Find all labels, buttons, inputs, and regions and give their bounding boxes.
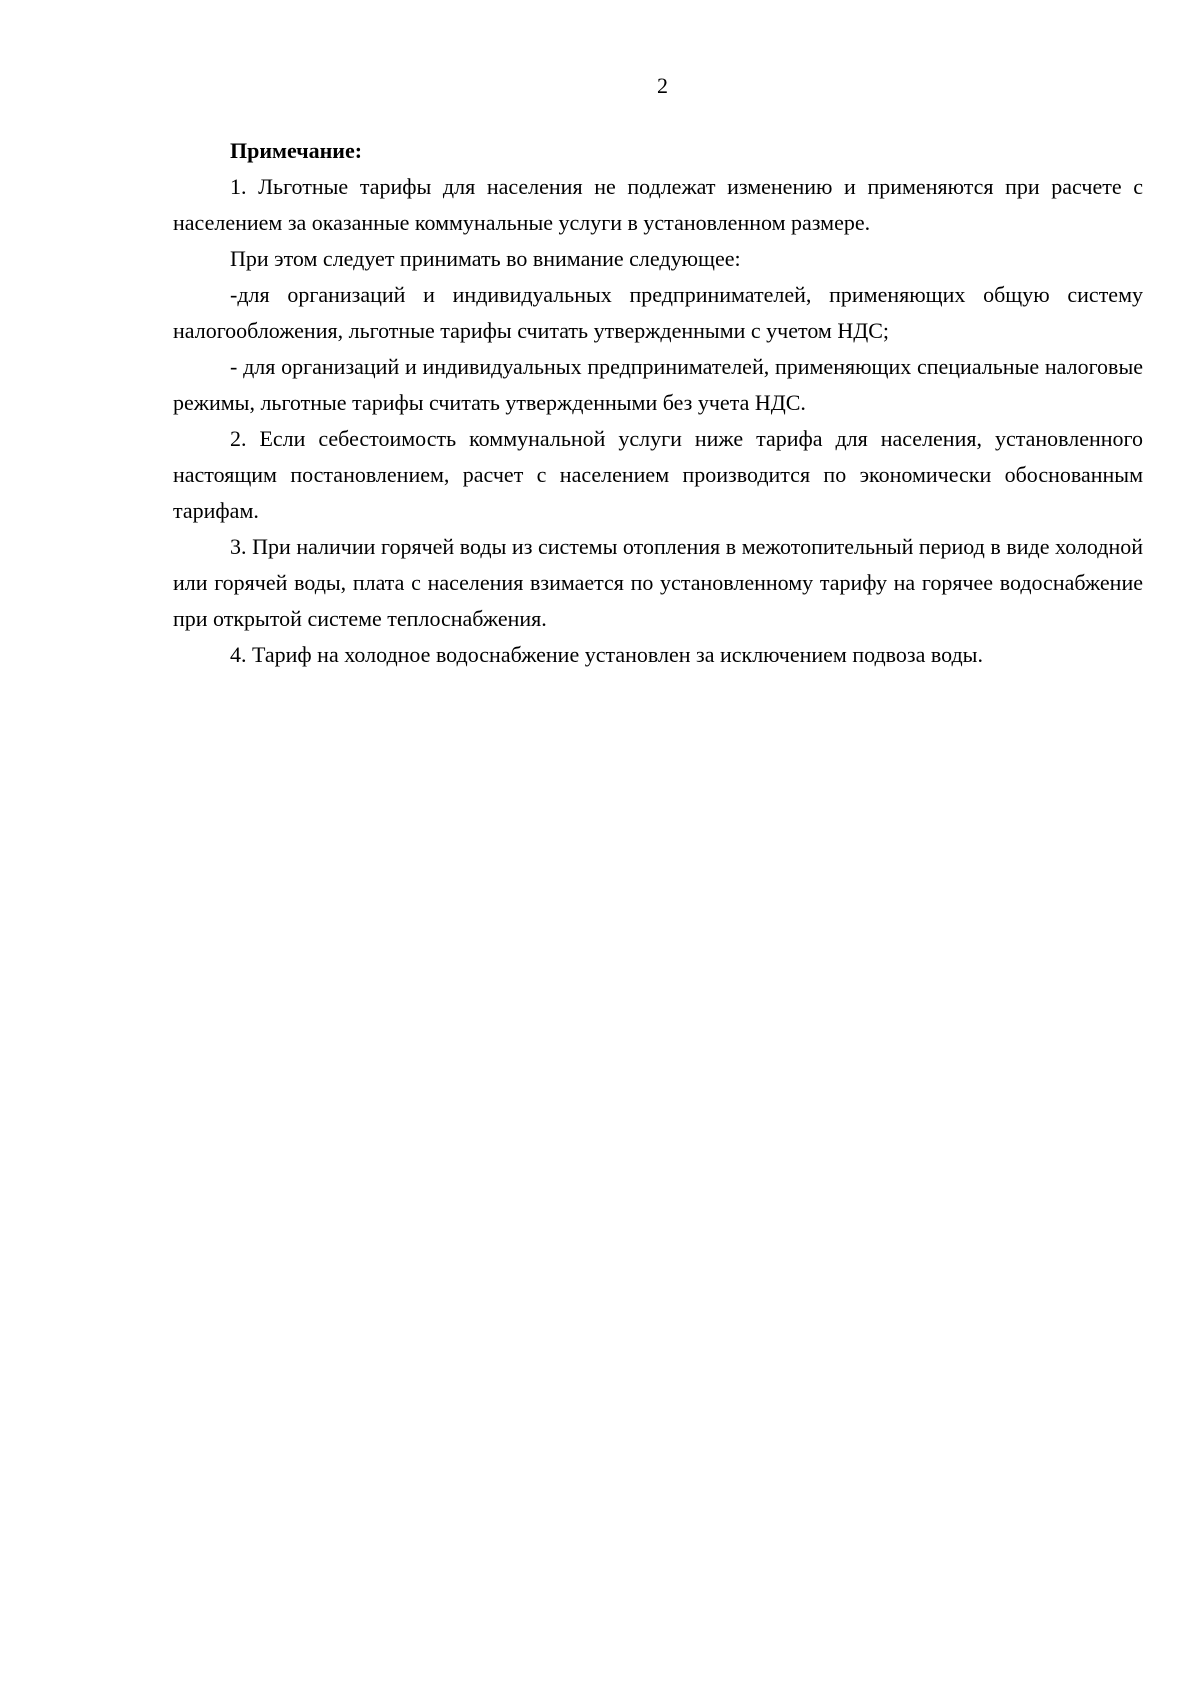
note-paragraph-5: 2. Если себестоимость коммунальной услуги ниже тарифа для населения, установленного настоящим постановлением, расчет с населением производится по экономически обоснованным тарифам. <box>173 426 1143 523</box>
note-paragraph-2: При этом следует принимать во внимание следующее: <box>230 246 741 271</box>
page-number: 2 <box>657 73 668 98</box>
note-paragraph-1: 1. Льготные тарифы для населения не подлежат изменению и применяются при расчете с населением за оказанные коммунальные услуги в установленном размере. <box>173 174 1143 235</box>
note-paragraph-3: -для организаций и индивидуальных предпринимателей, применяющих общую систему налогообложения, льготные тарифы считать утвержденными с учетом НДС; <box>173 282 1143 343</box>
note-paragraph-4: - для организаций и индивидуальных предпринимателей, применяющих специальные налоговые режимы, льготные тарифы считать утвержденными без учета НДС. <box>173 354 1143 415</box>
note-heading: Примечание: <box>230 138 363 163</box>
note-paragraph-6: 3. При наличии горячей воды из системы отопления в межотопительный период в виде холодной или горячей воды, плата с населения взимается по установленному тарифу на горячее водоснабжение при открытой системе теплоснабжения. <box>173 534 1143 631</box>
note-section <box>173 133 1143 673</box>
note-paragraph-7: 4. Тариф на холодное водоснабжение установлен за исключением подвоза воды. <box>230 642 983 667</box>
